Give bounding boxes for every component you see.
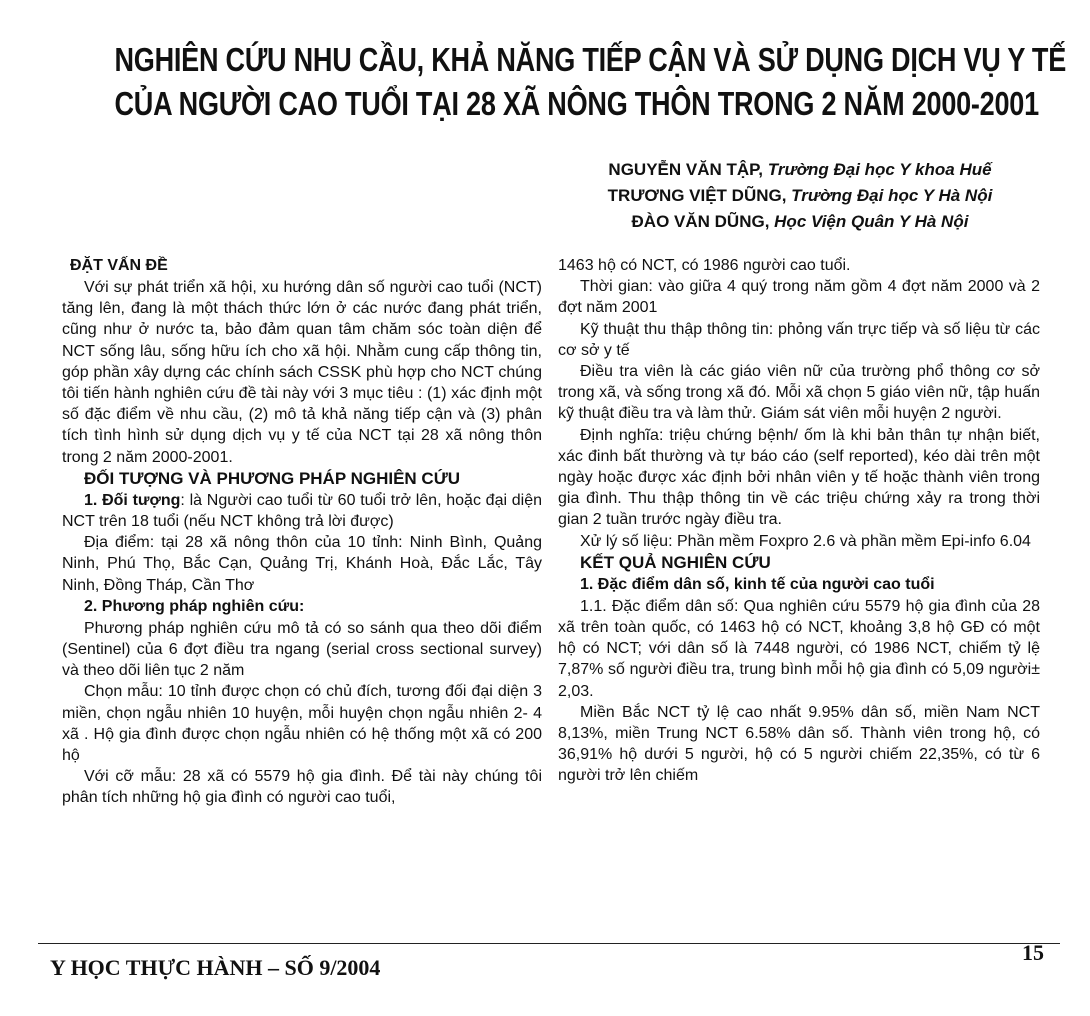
- paragraph-sampling: Chọn mẫu: 10 tỉnh được chọn có chủ đích, tương đối đại diện 3 miền, chọn ngẫu nhiên 10 huyện, mỗi huyện chọn ngẫu nhiên 2- 4 xã . Hộ gia đình được chọn ngẫu nhiên có hệ thống một xã có 200 hộ: [62, 683, 542, 765]
- paragraph-introduction: Với sự phát triển xã hội, xu hướng dân số người cao tuổi (NCT) tăng lên, đang là một thách thức lớn ở các nước đang phát triển, cũng như ở nước ta, bảo đảm quan tâm chăm sóc toàn diện để NCT sống lâu, sống hữu ích cho xã hội. Nhằm cung cấp thông tin, góp phần xây dựng các chính sách CSSK phù hợp cho NCT chúng tôi tiến hành nghiên cứu đề tài này với 3 mục tiêu : (1) xác định một số đặc điểm về nhu cầu, (2) mô tả khả năng tiếp cận và (3) phân tích tình hình sử dụng dịch vụ y tế của NCT tại 28 xã nông thôn trong 2 năm 2000-2001.: [62, 279, 542, 466]
- heading-results: KẾT QUẢ NGHIÊN CỨU: [580, 552, 771, 572]
- paragraph-location: Địa điểm: tại 28 xã nông thôn của 10 tỉnh: Ninh Bình, Quảng Ninh, Phú Thọ, Bắc Cạn, Quảng Trị, Khánh Hoà, Đắc Lắc, Tây Ninh, Đồng Tháp, Cần Thơ: [62, 534, 542, 594]
- author-3-affiliation: Học Viện Quân Y Hà Nội: [774, 212, 969, 231]
- paragraph-subjects: 1. Đối tượng: là Người cao tuổi từ 60 tuổi trở lên, hoặc đại diện NCT trên 18 tuổi (nếu NCT không trả lời được): [62, 491, 543, 531]
- paragraph-investigators: Điều tra viên là các giáo viên nữ của trường phổ thông cơ sở trong xã, và sống trong xã đó. Mỗi xã chọn 5 giáo viên nữ, tập huấn kỹ thuật điều tra và làm thử. Giám sát viên mỗi huyện 2 người.: [558, 363, 1040, 423]
- heading-methods: ĐỐI TƯỢNG VÀ PHƯƠNG PHÁP NGHIÊN CỨU: [84, 468, 461, 488]
- right-column: [558, 255, 1040, 787]
- paragraph-method: Phương pháp nghiên cứu mô tả có so sánh qua theo dõi điểm (Sentinel) của 6 đợt điều tra ngang (serial cross sectional survey) và theo dõi liên tục 2 năm: [62, 619, 542, 680]
- paragraph-continuation: 1463 hộ có NCT, có 1986 người cao tuổi.: [558, 257, 851, 274]
- heading-demographics: 1. Đặc điểm dân số, kinh tế của người cao tuổi: [580, 575, 935, 593]
- author-3: ĐÀO VĂN DŨNG, Học Viện Quân Y Hà Nội: [631, 212, 969, 231]
- paragraph-processing: Xử lý số liệu: Phần mềm Foxpro 2.6 và phần mềm Epi-info 6.04: [580, 532, 1031, 550]
- author-2-affiliation: Trường Đại học Y Hà Nội: [791, 186, 993, 205]
- subjects-label: 1. Đối tượng: [84, 491, 181, 509]
- title-line-1: NGHIÊN CỨU NHU CẦU, KHẢ NĂNG TIẾP CẬN VÀ SỬ DỤNG DỊCH VỤ Y TẾ: [114, 41, 1067, 78]
- paragraph-demographics: 1.1. Đặc điểm dân số: Qua nghiên cứu 5579 hộ gia đình của 28 xã trên toàn quốc, có 1463 hộ có NCT, khoảng 3,8 hộ GĐ có một hộ có NCT; với dân số là 7448 người, có 1986 NCT, chiếm tỷ lệ 7,87% số người điều tra, trung bình mỗi hộ gia đình có 5,09 người± 2,03.: [558, 597, 1040, 700]
- heading-method: 2. Phương pháp nghiên cứu:: [84, 597, 305, 615]
- page-number: 15: [1022, 940, 1044, 965]
- paragraph-technique: Kỹ thuật thu thập thông tin: phỏng vấn trực tiếp và số liệu từ các cơ sở y tế: [558, 320, 1040, 359]
- author-2: TRƯƠNG VIỆT DŨNG, Trường Đại học Y Hà Nội: [607, 186, 993, 205]
- author-list: [545, 157, 1055, 235]
- author-1: NGUYỄN VĂN TẬP, Trường Đại học Y khoa Huế: [608, 160, 992, 179]
- left-column: [62, 255, 542, 809]
- footer-divider: [38, 943, 1060, 944]
- paragraph-definition: Định nghĩa: triệu chứng bệnh/ ốm là khi bản thân tự nhận biết, xác đinh bất thường và tự báo cáo (self reported), kéo dài trên một ngày hoặc được xác định bởi nhân viên y tế hoặc thành viên trong gia đình. Thu thập thông tin về các triệu chứng xảy ra trong thời gian 2 tuần trước ngày điều tra.: [558, 426, 1040, 529]
- author-1-affiliation: Trường Đại học Y khoa Huế: [767, 160, 992, 179]
- paragraph-time: Thời gian: vào giữa 4 quý trong năm gồm 4 đợt năm 2000 và 2 đợt năm 2001: [558, 278, 1040, 317]
- journal-footer: Y HỌC THỰC HÀNH – SỐ 9/2004: [50, 955, 381, 980]
- paragraph-regions: Miền Bắc NCT tỷ lệ cao nhất 9.95% dân số, miền Nam NCT 8,13%, miền Trung NCT 6.58% dân số. Thành viên trong hộ, có 36,91% hộ dưới 5 người, hộ có 5 người chiếm 22,35%, có từ 6 người trở lên chiếm: [558, 703, 1040, 785]
- paragraph-sample-size: Với cỡ mẫu: 28 xã có 5579 hộ gia đình. Để tài này chúng tôi phân tích những hộ gia đình có người cao tuổi,: [62, 768, 542, 807]
- heading-introduction: ĐẶT VẤN ĐỀ: [70, 257, 168, 274]
- title-line-2: CỦA NGƯỜI CAO TUỔI TẠI 28 XÃ NÔNG THÔN TRONG 2 NĂM 2000-2001: [114, 85, 1039, 122]
- article-title: [114, 38, 1067, 126]
